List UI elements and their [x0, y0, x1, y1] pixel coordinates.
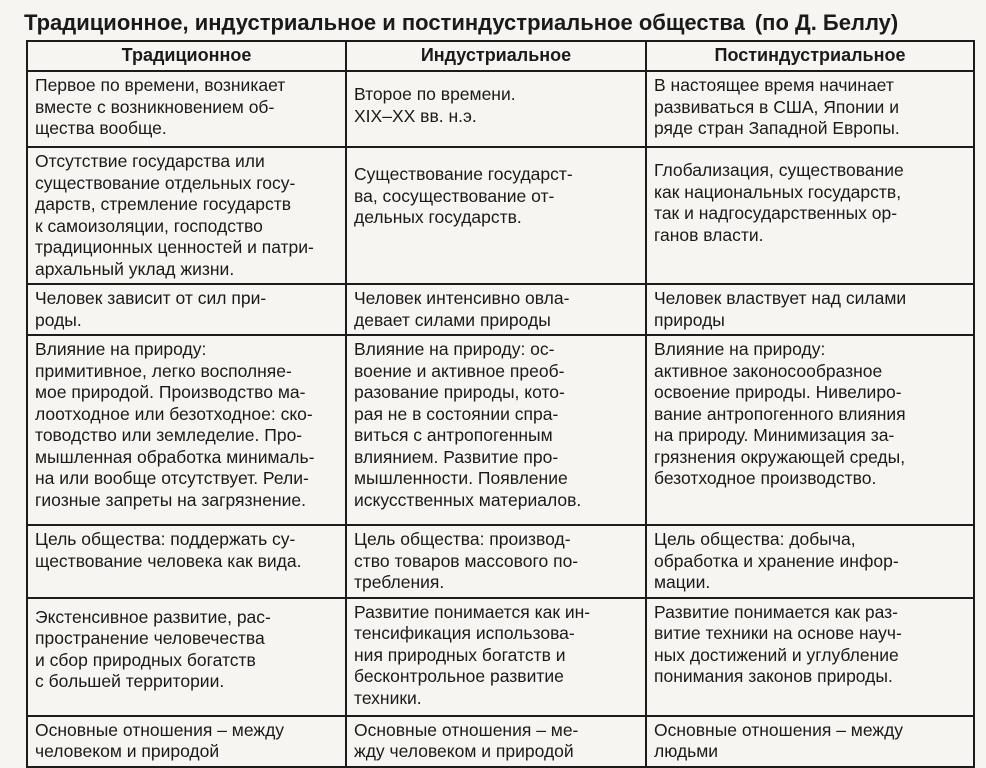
title-main: Традиционное, индустриальное и постиндустриальное общества	[24, 10, 745, 35]
table-cell: Человек властвует над силами природы	[646, 284, 974, 335]
comparison-table	[26, 40, 975, 768]
table-cell: Человек зависит от сил при- роды.	[27, 284, 346, 335]
column-header-postindustrial: Постиндустриальное	[646, 41, 974, 71]
table-row	[27, 598, 974, 716]
header-row	[27, 41, 974, 71]
table-row	[27, 525, 974, 598]
table-row	[27, 716, 974, 767]
table-cell: Влияние на природу: примитивное, легко восполняе- мое природой. Производство ма- лоотходное или безотходное: ско- товодство или земледелие. Про- мышленная обработка минималь- на или вообще отсутствует. Рели- гиозные запреты на загрязнение.	[27, 335, 346, 525]
table-cell: Основные отношения – между человеком и природой	[27, 716, 346, 767]
table-cell: Цель общества: добыча, обработка и хранение инфор- мации.	[646, 525, 974, 598]
table-cell: Цель общества: производ- ство товаров массового по- требления.	[346, 525, 646, 598]
column-header-traditional: Традиционное	[27, 41, 346, 71]
table-cell: Влияние на природу: активное законосообразное освоение природы. Нивелиро- вание антропогенного влияния на природу. Минимизация за- грязнения окружающей среды, безотходное производство.	[646, 335, 974, 525]
table-row	[27, 71, 974, 147]
table-cell: Экстенсивное развитие, рас- пространение человечества и сбор природных богатств с большей территории.	[27, 598, 346, 716]
page-title	[24, 8, 974, 38]
table-cell: Цель общества: поддержать су- ществование человека как вида.	[27, 525, 346, 598]
table-cell: Отсутствие государства или существование отдельных госу- дарств, стремление государств к самоизоляции, господство традиционных ценностей и патри- архальный уклад жизни.	[27, 147, 346, 284]
table-cell: Существование государст- ва, сосуществование от- дельных государств.	[346, 147, 646, 284]
table-row	[27, 147, 974, 284]
column-header-industrial: Индустриальное	[346, 41, 646, 71]
table-cell: Влияние на природу: ос- воение и активное преоб- разование природы, кото- рая не в состоянии спра- виться с антропогенным влиянием. Развитие про- мышленности. Появление искусственных материалов.	[346, 335, 646, 525]
table-cell: В настоящее время начинает развиваться в США, Японии и ряде стран Западной Европы.	[646, 71, 974, 147]
table-cell: Основные отношения – между людьми	[646, 716, 974, 767]
table-cell: Второе по времени. XIX–XX вв. н.э.	[346, 71, 646, 147]
title-author: (по Д. Беллу)	[754, 10, 899, 35]
table-cell: Человек интенсивно овла- девает силами природы	[346, 284, 646, 335]
table-cell: Развитие понимается как раз- витие техники на основе науч- ных достижений и углубление понимания законов природы.	[646, 598, 974, 716]
table-row	[27, 335, 974, 525]
table-row	[27, 284, 974, 335]
table-cell: Основные отношения – ме- жду человеком и природой	[346, 716, 646, 767]
table-cell: Развитие понимается как ин- тенсификация использова- ния природных богатств и бесконтрольное развитие техники.	[346, 598, 646, 716]
table-cell: Первое по времени, возникает вместе с возникновением об- щества вообще.	[27, 71, 346, 147]
table-cell: Глобализация, существование как национальных государств, так и надгосударственных ор- ганов власти.	[646, 147, 974, 284]
